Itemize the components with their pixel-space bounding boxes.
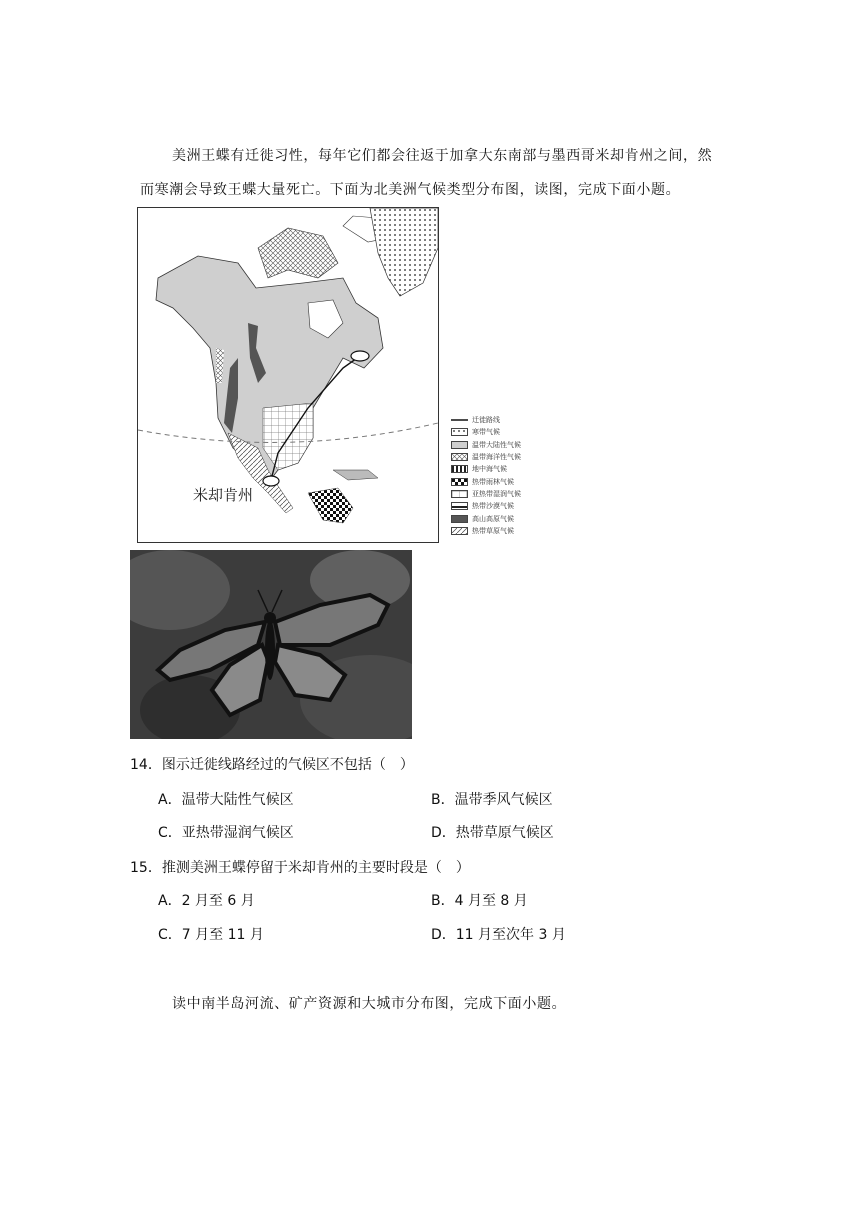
- legend-item: [451, 488, 571, 500]
- q15-option-d: D．11 月至次年 3 月: [431, 927, 566, 943]
- legend-label: 热带雨林气候: [472, 477, 514, 486]
- q14-option-b: B．温带季风气候区: [431, 792, 553, 808]
- question-15-stem: 15．推测美洲王蝶停留于米却肯州的主要时段是（ ）: [130, 860, 470, 876]
- vertical-bars-swatch-icon: [451, 465, 468, 473]
- legend-item: [451, 525, 571, 537]
- legend-label: 热带沙漠气候: [472, 502, 514, 511]
- dark-gray-swatch-icon: [451, 515, 468, 523]
- legend-item: [451, 414, 571, 426]
- legend-label: 寒带气候: [472, 428, 500, 437]
- q14-option-a: A．温带大陆性气候区: [158, 792, 294, 808]
- q14-option-d: D．热带草原气候区: [431, 825, 554, 841]
- intro-line-1: 美洲王蝶有迁徙习性，每年它们都会往返于加拿大东南部与墨西哥米却肯州之间，然: [172, 148, 713, 164]
- legend-label: 高山高原气候: [472, 514, 514, 523]
- michoacan-label: 米却肯州: [193, 486, 254, 504]
- map-drawing: [138, 208, 438, 542]
- legend-label: 迁徙路线: [472, 416, 500, 425]
- legend-item: [451, 451, 571, 463]
- legend-item: [451, 500, 571, 512]
- legend-label: 热带草原气候: [472, 526, 514, 535]
- legend-label: 温带海洋性气候: [472, 453, 521, 462]
- legend-label: 温带大陆性气候: [472, 440, 521, 449]
- intro-line-2: 而寒潮会导致王蝶大量死亡。下面为北美洲气候类型分布图，读图，完成下面小题。: [140, 182, 681, 198]
- legend-label: 亚热带湿润气候: [472, 489, 521, 498]
- north-america-climate-map: [137, 207, 439, 543]
- grid-swatch-icon: [451, 490, 468, 498]
- dots-swatch-icon: [451, 428, 468, 436]
- legend-item: [451, 475, 571, 487]
- legend-item: [451, 463, 571, 475]
- monarch-butterfly-photo: [130, 550, 412, 739]
- q14-option-c: C．亚热带湿润气候区: [158, 825, 294, 841]
- route-line-icon: [451, 416, 468, 424]
- legend-item: [451, 512, 571, 524]
- light-gray-swatch-icon: [451, 441, 468, 449]
- butterfly-icon: [130, 550, 412, 739]
- q15-option-b: B．4 月至 8 月: [431, 893, 528, 909]
- map-legend: [451, 414, 571, 537]
- dash-swatch-icon: [451, 502, 468, 510]
- legend-label: 地中海气候: [472, 465, 507, 474]
- legend-item: [451, 426, 571, 438]
- intro-2: 读中南半岛河流、矿产资源和大城市分布图，完成下面小题。: [172, 996, 567, 1012]
- checker-swatch-icon: [451, 478, 468, 486]
- question-14-stem: 14．图示迁徙线路经过的气候区不包括（ ）: [130, 757, 414, 773]
- diagonal-swatch-icon: [451, 527, 468, 535]
- q15-option-c: C．7 月至 11 月: [158, 927, 264, 943]
- q15-option-a: A．2 月至 6 月: [158, 893, 255, 909]
- legend-item: [451, 439, 571, 451]
- crosshatch-swatch-icon: [451, 453, 468, 461]
